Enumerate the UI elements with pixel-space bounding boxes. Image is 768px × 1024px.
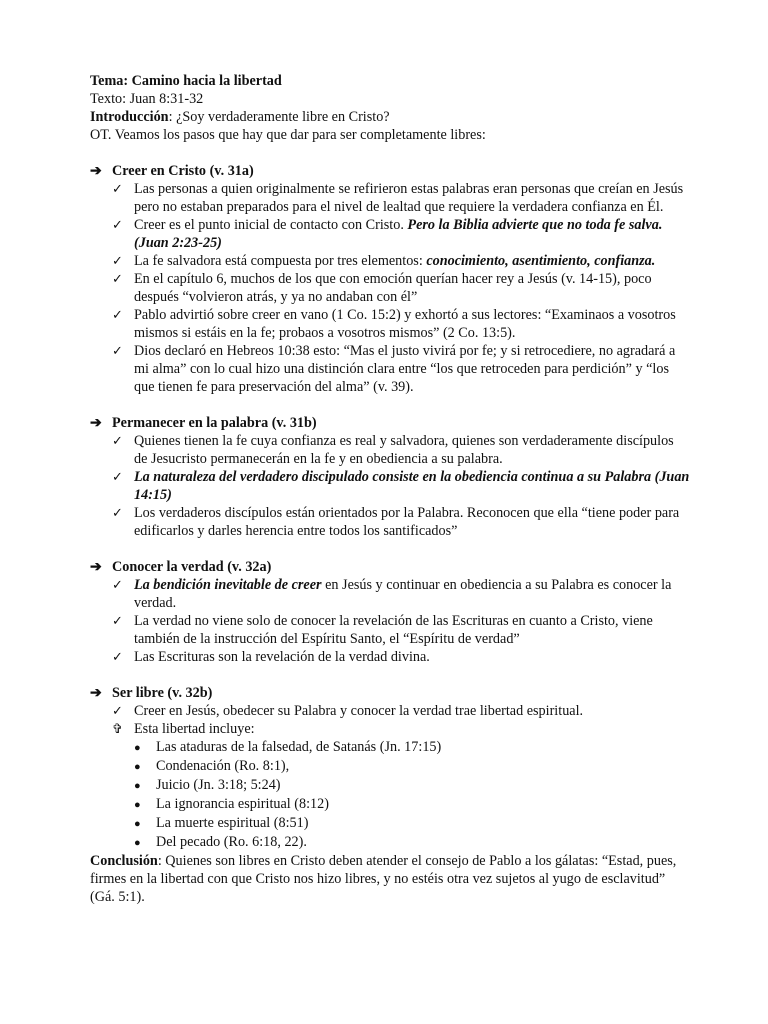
sub-list-item-text: Las ataduras de la falsedad, de Satanás (Jn. 17:15) (156, 739, 442, 755)
list-item (112, 216, 690, 252)
list-item-text (134, 648, 430, 666)
list-item (112, 342, 690, 396)
section-heading-text: Conocer la verdad (v. 32a) (112, 559, 272, 575)
dot-bullet-icon: ● (134, 799, 141, 811)
list-item (112, 702, 690, 720)
cross-bullet-icon: ✞ (112, 721, 123, 736)
checkmark-icon: ✓ (112, 271, 123, 286)
plain-text: Esta libertad incluye: (134, 721, 255, 737)
sub-list-item-text: Del pecado (Ro. 6:18, 22). (156, 834, 307, 850)
checkmark-icon: ✓ (112, 469, 123, 484)
checkmark-icon: ✓ (112, 613, 123, 628)
section-heading-text: Creer en Cristo (v. 31a) (112, 163, 254, 179)
conclusion-label: Conclusión (90, 853, 158, 869)
section-items-list (112, 702, 690, 738)
dot-bullet-icon: ● (134, 818, 141, 830)
checkmark-icon: ✓ (112, 253, 123, 268)
list-item (112, 576, 690, 612)
checkmark-icon: ✓ (112, 217, 123, 232)
conclusion-paragraph (90, 852, 690, 906)
ot-line: OT. Veamos los pasos que hay que dar para ser completamente libres: (90, 127, 486, 143)
list-item-text (134, 432, 690, 468)
text-reference: Texto: Juan 8:31-32 (90, 91, 204, 107)
introduction-label: Introducción (90, 109, 169, 125)
list-item (112, 612, 690, 648)
list-item-text (134, 306, 690, 342)
section-spacer (90, 666, 690, 684)
section-spacer (90, 144, 690, 162)
list-item (112, 720, 690, 738)
sub-list-item-text: La ignorancia espiritual (8:12) (156, 796, 329, 812)
checkmark-icon: ✓ (112, 577, 123, 592)
introduction-line (90, 108, 690, 126)
sub-items-list (134, 738, 690, 852)
checkmark-icon: ✓ (112, 433, 123, 448)
section-heading-text: Permanecer en la palabra (v. 31b) (112, 415, 317, 431)
plain-text: Las personas a quien originalmente se refirieron estas palabras eran personas que creían en Jesús pero no estaban preparados para el nivel de lealtad que requiere la verdadera confianza en Él. (134, 181, 684, 215)
list-item-text (134, 342, 690, 396)
list-item (112, 180, 690, 216)
list-item (112, 270, 690, 306)
sub-list-item (134, 757, 690, 776)
section-items-list (112, 180, 690, 396)
sections-container (90, 144, 690, 852)
plain-text: La verdad no viene solo de conocer la revelación de las Escrituras en cuanto a Cristo, viene también de la instrucción del Espíritu Santo, el “Espíritu de verdad” (134, 613, 653, 647)
section-heading (90, 162, 690, 180)
section-heading-text: Ser libre (v. 32b) (112, 685, 213, 701)
list-item-text (134, 252, 655, 270)
arrow-bullet-icon: ➔ (90, 685, 102, 701)
introduction-value: : ¿Soy verdaderamente libre en Cristo? (168, 109, 390, 125)
plain-text: En el capítulo 6, muchos de los que con emoción querían hacer rey a Jesús (v. 14-15), poco después “volvieron atrás, y ya no andaban con él” (134, 271, 652, 305)
list-item-text (134, 468, 690, 504)
sub-list-item (134, 795, 690, 814)
list-item (112, 432, 690, 468)
sub-list-item (134, 738, 690, 757)
dot-bullet-icon: ● (134, 780, 141, 792)
list-item-text (134, 702, 583, 720)
emphasis-text: conocimiento, asentimiento, confianza. (426, 253, 656, 269)
plain-text: Los verdaderos discípulos están orientados por la Palabra. Reconocen que ella “tiene poder para edificarlos y darles herencia entre todos los santificados” (134, 505, 680, 539)
topic-line (90, 72, 690, 90)
checkmark-icon: ✓ (112, 649, 123, 664)
section-items-list (112, 576, 690, 666)
section-heading (90, 558, 690, 576)
emphasis-text: La bendición inevitable de creer (134, 577, 322, 593)
list-item (112, 252, 690, 270)
plain-text: La fe salvadora está compuesta por tres elementos: (134, 253, 427, 269)
plain-text: Quienes tienen la fe cuya confianza es real y salvadora, quienes son verdaderamente discípulos de Jesucristo permanecerán en la fe y en obediencia a su palabra. (134, 433, 674, 467)
arrow-bullet-icon: ➔ (90, 559, 102, 575)
arrow-bullet-icon: ➔ (90, 415, 102, 431)
section-items-list (112, 432, 690, 540)
list-item-text (134, 612, 690, 648)
sub-list-item-text: Juicio (Jn. 3:18; 5:24) (156, 777, 281, 793)
list-item (112, 468, 690, 504)
list-item-text (134, 720, 255, 738)
plain-text: Las Escrituras son la revelación de la verdad divina. (134, 649, 430, 665)
checkmark-icon: ✓ (112, 703, 123, 718)
sub-list-item (134, 833, 690, 852)
sermon-outline-document (90, 72, 690, 906)
list-item (112, 504, 690, 540)
topic-value: Camino hacia la libertad (131, 73, 282, 89)
dot-bullet-icon: ● (134, 837, 141, 849)
sub-list-item (134, 776, 690, 795)
plain-text: Creer es el punto inicial de contacto con Cristo. (134, 217, 408, 233)
dot-bullet-icon: ● (134, 742, 141, 754)
topic-label: Tema: (90, 73, 129, 89)
checkmark-icon: ✓ (112, 505, 123, 520)
sub-list-item-text: La muerte espiritual (8:51) (156, 815, 309, 831)
plain-text: Creer en Jesús, obedecer su Palabra y conocer la verdad trae libertad espiritual. (134, 703, 584, 719)
sub-list-item (134, 814, 690, 833)
sub-list-item-text: Condenación (Ro. 8:1), (156, 758, 290, 774)
checkmark-icon: ✓ (112, 343, 123, 358)
checkmark-icon: ✓ (112, 307, 123, 322)
arrow-bullet-icon: ➔ (90, 163, 102, 179)
list-item (112, 306, 690, 342)
list-item-text (134, 216, 690, 252)
plain-text: en Jesús y continuar en obediencia a su Palabra es conocer la verdad. (134, 577, 672, 611)
list-item-text (134, 270, 690, 306)
list-item-text (134, 180, 690, 216)
emphasis-text: La naturaleza del verdadero discipulado consiste en la obediencia continua a su Palabra (Juan 14:15) (134, 469, 690, 503)
list-item-text (134, 576, 690, 612)
emphasis-text: Pero la Biblia advierte que no toda fe salva. (Juan 2:23-25) (134, 217, 663, 251)
list-item (112, 648, 690, 666)
section-heading (90, 414, 690, 432)
section-spacer (90, 540, 690, 558)
plain-text: Dios declaró en Hebreos 10:38 esto: “Mas el justo vivirá por fe; y si retrocediere, no agradará a mi alma” con lo cual hizo una distinción clara entre “los que retroceden para perdición” y “los que tienen fe para preservación del alma” (v. 39). (134, 343, 676, 395)
section-heading (90, 684, 690, 702)
dot-bullet-icon: ● (134, 761, 141, 773)
conclusion-text: : Quienes son libres en Cristo deben atender el consejo de Pablo a los gálatas: “Estad, pues, firmes en la libertad con que Cristo nos hizo libres, y no estéis otra vez sujetos al yugo de esclavitud” (Gá. 5:1). (90, 853, 677, 905)
checkmark-icon: ✓ (112, 181, 123, 196)
list-item-text (134, 504, 690, 540)
plain-text: Pablo advirtió sobre creer en vano (1 Co. 15:2) y exhortó a sus lectores: “Examinaos a vosotros mismos si estáis en la fe; probaos a vosotros mismos” (2 Co. 13:5). (134, 307, 676, 341)
section-spacer (90, 396, 690, 414)
